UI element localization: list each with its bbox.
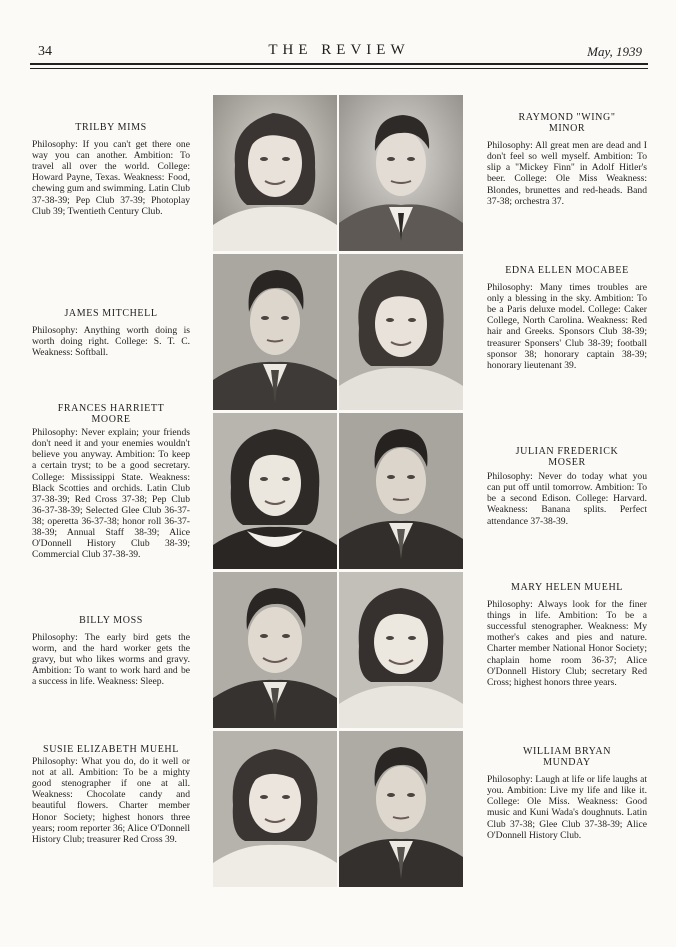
portrait-edna-mocabee [339, 254, 463, 410]
portrait-julian-moser [339, 413, 463, 569]
portrait-trilby-mims [213, 95, 337, 251]
portrait-billy-moss [213, 572, 337, 728]
bio-william-munday [487, 746, 647, 841]
portrait-raymond-minor [339, 95, 463, 251]
student-bio: Philosophy: What you do, do it well or not at all. Ambition: To be a mighty good stenographer if one at all. Weakness: Chocolate candy and beautiful flowers. Charter member Honor Society; highest honors three years; room reporter 36; Alice O'Donnell History Club; treasurer Red Cross 39. [32, 756, 190, 845]
student-name: TRILBY MIMS [75, 122, 147, 133]
student-name: MARY HELEN MUEHL [510, 582, 623, 593]
bio-mary-muehl [487, 582, 647, 688]
bio-billy-moss [32, 615, 190, 688]
bio-edna-mocabee [487, 265, 647, 371]
student-name: SUSIE ELIZABETH MUEHL [43, 744, 179, 755]
page-header [30, 40, 648, 70]
bio-frances-moore [32, 403, 190, 560]
bio-susie-muehl [32, 744, 190, 845]
student-name: FRANCES HARRIETT MOORE [57, 403, 165, 426]
header-rule-thick [30, 63, 648, 65]
bio-julian-moser [487, 446, 647, 527]
student-name: BILLY MOSS [79, 615, 143, 626]
bio-james-mitchell [32, 308, 190, 358]
portrait-william-munday [339, 731, 463, 887]
student-name: RAYMOND "WING" MINOR [518, 112, 616, 135]
portrait-susie-muehl [213, 731, 337, 887]
bio-trilby-mims [32, 122, 190, 217]
student-bio: Philosophy: Anything worth doing is worth doing right. College: S. T. C. Weakness: Softball. [32, 325, 190, 359]
bio-raymond-minor [487, 112, 647, 207]
student-bio: Philosophy: Laugh at life or life laughs at you. Ambition: Live my life and like it. College: Ole Miss. Weakness: Good music and Kuni Wada's doughnuts. Latin Club 37-38; Glee Club 37-38-39; Alice O'Donnell History Club. [487, 774, 647, 841]
portrait-mary-muehl [339, 572, 463, 728]
student-bio: Philosophy: Always look for the finer things in life. Ambition: To be a successful stenographer. Weakness: My mother's cakes and pies and nature. Charter member National Honor Society; chaplain home room 36-37; Alice O'Donnell History Club; secretary Red Cross; highest honors three years. [487, 599, 647, 688]
student-bio: Philosophy: Many times troubles are only a blessing in the sky. Ambition: To be a Paris deluxe model. College: Caker College, North Carolina. Weakness: Red hair and Greeks. Sponsors Club 38-39; treasurer Sponsers' Club 38-39; football sponsor 38; honorary captain 38-39; honorary lieutenant 39. [487, 282, 647, 371]
student-name: JAMES MITCHELL [64, 308, 158, 319]
publication-title: THE REVIEW [268, 42, 410, 58]
student-bio: Philosophy: Never explain; your friends don't need it and your enemies wouldn't believe you anyway. Ambition: To keep a certain tryst; to be a good secretary. College: Mississippi State. Weakness: Black Scotties and orchids. Latin Club 37-38-39; Red Cross 37-38; Pep Club 36-37-38-39; Selected Glee Club 36-37-38; operetta 36-37-38; honor roll 36-37-38-39; Annual Staff 38-39; Alice O'Donnell History Club 38-39; Commercial Club 37-38-39. [32, 427, 190, 561]
issue-date: May, 1939 [587, 44, 642, 59]
header-rule-thin [30, 68, 648, 69]
student-bio: Philosophy: The early bird gets the worm, and the hard worker gets the gravy, but who likes worms and gravy. Ambition: To want to work hard and be a success in life. Weakness: Sleep. [32, 632, 190, 688]
student-name: JULIAN FREDERICK MOSER [515, 446, 619, 469]
student-bio: Philosophy: All great men are dead and I don't feel so well myself. Ambition: To slip a "Mickey Finn" in Adolf Hitler's beer. College: Ole Miss Weakness: Blondes, brunettes and red-heads. Band 37-38; orchestra 37. [487, 140, 647, 207]
portrait-james-mitchell [213, 254, 337, 410]
student-bio: Philosophy: If you can't get there one way you can another. Ambition: To travel all over the world. College: Howard Payne, Texas. Weakness: Food, chewing gum and swimming. Latin Club 37-38-39; Pep Club 37-39; Photoplay Club 39; Twentieth Century Club. [32, 139, 190, 217]
portrait-frances-moore [213, 413, 337, 569]
student-name: WILLIAM BRYAN MUNDAY [522, 746, 612, 769]
page-number: 34 [38, 44, 52, 59]
student-bio: Philosophy: Never do today what you can put off until tomorrow. Ambition: To be a second Edison. College: Harvard. Weakness: Banana splits. Perfect attendance 37-38-39. [487, 471, 647, 527]
student-name: EDNA ELLEN MOCABEE [505, 265, 629, 276]
